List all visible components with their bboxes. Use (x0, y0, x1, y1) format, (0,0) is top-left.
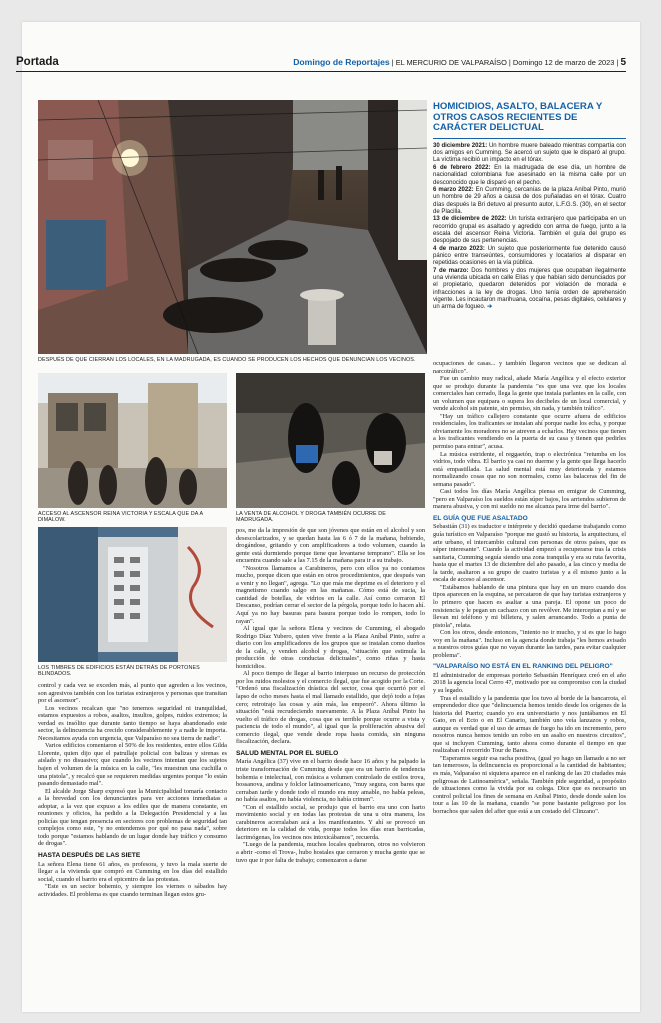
paragraph: "Con el estallido social, se produjo que el barrio era uno con harto movimiento social y en todas las protestas de una u otra manera, los carabineros acorralaban acá a los manifestantes. Y ahí se provocó un deterioro en la calidad de vida, porque todos los días eran barricadas, lacrimógenas, los vecinos nos intoxicábamos", recuerda. (236, 803, 425, 841)
case-item: 6 de febrero 2022: En la madrugada de ese día, un hombre de nacionalidad colombiana fue asesinado en la misma calle por un desconocido que le disparó en el pecho. (433, 164, 626, 186)
case-item: 13 de diciembre de 2022: Un turista extranjero que participaba en un recorrido grupal es asaltado y agredido con arma de fuego, junto a la escala del ascensor Reina Victoria. También el guía del grupo es despojado de sus pertenencias. (433, 216, 627, 245)
case-item: 7 de marzo: Dos hombres y dos mujeres que ocupaban ilegalmente una vivienda ubicada en calle Elías y que habían sido denunciados por el propietario, quedaron detenidos por violación de morada e infracciones a la ley de drogas. Uno tenía orden de aprehensión vigente. Les incautaron marihuana, cocaína, pesas digitales, celulares y un arma de fogueo. ➔ (433, 267, 627, 311)
paragraph: "Esperamos seguir esa racha positiva, (gual yo hago un llamado a no ser tan temerosos, la delincuencia es proporcional a la cantidad de habitantes; es más, Valparaíso ni siquiera aparece en el ranking de las 20 ciudades más peligrosas de Latinoamérica", señala. También pide seguridad, a propósito de situaciones como la vivida por su colega. Dice que es necesario un control policial los fines de semana en Aníbal Pinto, desde donde salen los tour a las 10 de la mañana, cuando "se pone bastante peligroso por los borrachos que salen del after que está a un costado del Clinzano". (433, 754, 626, 815)
page-number: 5 (620, 57, 626, 68)
paragraph: "Luego de la pandemia, muchos locales quebraron, otros no volvieron a abrir -como el Trova-, hubo hostales que cerraron y mucha gente que se tuvo que ir por falta de trabajo; comenzaron a darse (236, 841, 425, 864)
elevator-photo (38, 373, 227, 508)
article-column-2 (236, 527, 425, 1004)
subheading: HASTA DESPUÉS DE LAS SIETE (38, 852, 141, 860)
recent-cases-box (433, 102, 626, 312)
paragraph: Casi todos los días María Angélica piensa en emigrar de Cumming, "pero en Valparaíso los sueldos están súper bajos, los arriendos subieron de manera abusiva, y con mi sueldo no me alcanza para irme del barrio". (433, 488, 626, 511)
case-item: 6 marzo 2022: En Cumming, cercanías de la plaza Aníbal Pinto, murió un hombre de 29 años a causa de dos puñaladas en el tórax. Cuatro días después la Bri detuvo al presunto autor, L.F.G.S. (30), en el sector de Placilla. (433, 186, 626, 215)
main-photo-caption: DESPUÉS DE QUE CIERRAN LOS LOCALES, EN LA MADRUGADA, ES CUANDO SE PRODUCEN LOS HECHOS QUE DENUNCIAN LOS VECINOS. (38, 357, 416, 363)
newspaper-name: | EL MERCURIO DE VALPARAÍSO | (391, 58, 511, 67)
header-meta (293, 57, 626, 68)
paragraph: La señora Elena tiene 61 años, es profesora, y tuvo la mala suerte de llegar a la vivienda que compró en Cumming en los días del estallido social, cuando el barrio era el epicentro de las protestas. (38, 860, 227, 883)
continue-arrow-icon: ➔ (487, 304, 493, 311)
section-title: Portada (16, 56, 59, 68)
street-night-image (38, 100, 427, 354)
case-item: 30 diciembre 2021: Un hombre muere baleado mientras compartía con dos amigos en Cumming. Se acercó un sujeto que le disparó al grupo. La víctima recibió un impacto en el tórax. (433, 142, 626, 164)
paragraph: ocupaciones de casas... y también llegaron vecinos que se dedican al narcotráfico". (433, 360, 626, 375)
paragraph: pos, me da la impresión de que son jóvenes que están en el alcohol y son desescolarizados, y se quedan hasta las 6 ó 7 de la mañana, bebiendo, drogándose, gritando y con amplificadores a todo volumen, cuando la gente está durmiendo porque tiene que levantarse temprano". Ella se los encuentra cuando sale a las 7.15 de la mañana para ir a su trabajo. (236, 527, 425, 565)
supplement-name: Domingo de Reportajes (293, 57, 390, 67)
paragraph: control y cada vez se exceden más, al punto que agreden a los vecinos, son agresivos también con los turistas extranjeros y personas que transitan por el ascensor". (38, 682, 227, 705)
subheading: SALUD MENTAL POR EL SUELO (236, 749, 339, 757)
subheading: EL GUÍA QUE FUE ASALTADO (433, 514, 528, 522)
page-header (16, 50, 626, 72)
paragraph: "Hay un tráfico callejero constante que ocurre afuera de edificios residenciales, los traficantes se instalan ahí porque nadie los echa, y porque obviamente los moradores no se atreven a echarlos. Hay vecinos que tienen a los traficantes vendiendo en la puerta de su casa y tienen que pedirles permiso para entrar", acusa. (433, 412, 626, 451)
elevator-photo-caption: ACCESO AL ASCENSOR REINA VICTORIA Y ESCALA QUE DA A DIMALOW. (38, 511, 203, 524)
box-title: HOMICIDIOS, ASALTO, BALACERA Y OTROS CASOS RECIENTES DE CARÁCTER DELICTUAL (433, 102, 626, 139)
paragraph: Al igual que la señora Elena y vecinos de Cumming, el abogado Rodrigo Díaz Yubero, quien vive frente a la Plaza Aníbal Pinto, sufre a diario con los amplificadores de los grupos que se instalan como dueños de la calle, y venden alcohol y drogas, "situación que estimula la producción de otras conductas delictuales", como riñas y hasta homicidios. (236, 625, 425, 670)
paragraph: Fue un cambio muy radical, añade María Angélica y el efecto exterior que se produjo durante la pandemia "es que una vez que los locales comerciales han cerrado, llega la gente que instala parlantes en la calle, con un volumen que equipara o supera los decibeles de un local comercial, y vende alcohol sin patente, sin permiso, sin nada, y también tráfico". (433, 375, 626, 413)
paragraph: María Angélica (37) vive en el barrio desde hace 16 años y ha palpado la triste transformación de Cumming desde que era un barrio de tendencia bohemia e intelectual, con música a volumen controlado de estilos trova, bossanova, andina y folclor latinoamericano, "muy segura, con bares que cerraban tarde y donde todo el mundo era muy amable, no había peleas, no había asaltos, no había violencia, no había crimen". (236, 758, 425, 804)
paragraph: El alcalde Jorge Sharp expresó que la Municipalidad tomaría contacto a la brevedad con los denunciantes para ver acciones inmediatas a adoptar, a la vez que expuso a los ediles que de manera constante, en reuniones y oficios, ha pedido a la Delegación Presidencial y a las policías que tengan presencia en sectores con problemas de seguridad tan complejos como este, "y no entendemos por qué no pasa nada", sobre todo porque "estamos hablando de un lugar donde hay tráfico y consumo de drogas". (38, 787, 227, 848)
case-item: 4 de marzo 2023: Un sujeto que posteriormente fue detenido causó pánico entre transeúntes, consumidores y locatarios al disparar en repetidas ocasiones en la vía pública. (433, 245, 626, 267)
issue-date: Domingo 12 de marzo de 2023 | (512, 58, 619, 67)
paragraph: Los vecinos recalcan que "no tenemos seguridad ni tranquilidad, estamos expuestos a robos, asaltos, insultos, golpes, ruidos extremos; la verdad es insólito que durante tanto tiempo se haya abandonado este sector, la delincuencia ha crecido considerablemente y a nadie le importa. Necesitamos ayuda con urgencia, que Valparaíso no sea tierra de nadie". (38, 704, 227, 742)
doorbell-panel-image (38, 527, 227, 662)
alcohol-photo-caption: LA VENTA DE ALCOHOL Y DROGA TAMBIÉN OCURRE DE MADRUGADA. (236, 511, 386, 524)
doorbell-photo (38, 527, 227, 662)
paragraph: El administrador de empresas porteño Sebastián Henríquez creó en el año 2018 la agencia local Cerro 47, motivado por su compromiso con la ciudad y su legado. (433, 671, 626, 694)
doorbell-photo-caption: LOS TIMBRES DE EDIFICIOS ESTÁN DETRÁS DE PORTONES BLINDADOS. (38, 665, 200, 678)
article-column-1 (38, 682, 227, 1004)
paragraph: Varios edificios comentaron el 50% de los residentes, entre ellos Gilda Llorente, quien dijo que el patrullaje policial con balizas y sirenas es aislado y no disuasivo; que cuando los vecinos intentan que los sujetos bajen el volumen de la música en la calle, "les muestran una cuchilla o una pistola", y recalcó que se requieren medidas urgentes porque "lo están pasando demasiado mal". (38, 742, 227, 788)
elevator-access-image (38, 373, 227, 508)
subheading: "VALPARAÍSO NO ESTÁ EN EL RANKING DEL PELIGRO" (433, 663, 613, 671)
night-street-sale-image (236, 373, 425, 508)
paragraph: Al poco tiempo de llegar al barrio interpuso un recurso de protección por los ruidos molestos y el comercio ilegal, que fue acogido por la Corte. "Ordenó una fiscalización drástica del sector, cosa que ocurrió por el lapso de ocho meses hasta el mal llamado estallido, que dejó todo a fojas cero; retrotrajo las cosas y aún más, las empeoró". Ahora último la situación "está recrudeciendo nuevamente. A la Plaza Aníbal Pinto ha vuelto el tráfico de drogas, cosa que es terrible porque ocurre a vista y paciencia de todo el mundo", al igual que la proliferación abusiva del comercio ilegal, que vende desde ropa hasta comida, sin ninguna fiscalización, declara. (236, 670, 425, 746)
main-photo (38, 100, 427, 354)
paragraph: "Estábamos hablando de una pintura que hay en un muro cuando dos tipos aparecen en la esquina, se percataron de que hay turistas extranjeros y lo primero que hacen es asaltar a una pareja. El opone un poco de resistencia y le pegan un cachazo con un revólver. Me interceptan a mí y se llevan mi teléfono y mi billetera, y salen arrancando. Todo a punta de pistola", relata. (433, 583, 626, 629)
paragraph: "Este es un sector bohemio, y siempre los viernes o sábados hay actividades. El problema es que cuando terminan llegan estos gru- (38, 883, 227, 898)
article-column-3 (433, 360, 626, 1004)
paragraph: La música estridente, el reggaetón, trap o electrónica "retumba en los vidrios, todo vibra. El barrio ya casi no duerme y la gente que llega hacerlo está empastillada. La salud mental está muy deteriorada y estamos normalizando cosas que no son normales, como las balaceras del fin de semana pasado". (433, 450, 626, 488)
paragraph: Con los otros, desde entonces, "intento no ir mucho, y si es que lo hago voy en la mañana". Incluso en la agencia donde trabaja "les hemos avisado a nuestros otros guías que no vayan durante las tardes, para evitar cualquier problema". (433, 629, 626, 659)
alcohol-photo (236, 373, 425, 508)
paragraph: Tras el estallido y la pandemia que los tuvo al borde de la bancarrota, el emprendedor dice que "delincuencia hemos tenido desde los orígenes de la historia del Puerto; cuando yo era universitario y nos juntábamos en El Gato, en el Ecto o en El Canario, también uno veía lanzazos y robos, aunque es verdad que el uso de armas de fuego ha ido en incremento, pero nosotros nunca hemos tenido un robo en un asalto en nuestros circuitos", que si incluyen Cumming, tanto ahora como durante el tiempo en que realizaban el recorrido Tour de Bares. (433, 694, 626, 755)
paragraph: Sebastián (31) es traductor e intérprete y decidió quedarse trabajando como guía turístico en Valparaíso "porque me gustó su historia, la arquitectura, el arte urbano, el intercambio cultural con personas de otros países, que es súper interesante". Cuando la actividad empezó a recuperarse tras la crisis sanitaria, Cumming seguía siendo una zona tranquila y era su ruta favorita, hasta que el martes 13 de diciembre del año pasado, a las cinco y media de la tarde, asaltaron a su grupo de cuatro turistas y a él mismo junto a la escala de acceso al ascensor. (433, 523, 626, 584)
paragraph: "Nosotros llamamos a Carabineros, pero con ellos ya no contamos mucho, porque dicen que están en otros procedimientos, que después van a venir y no llegan", agrega. "Lo que más me deprime es el deterioro y el magnetismo cuando salgo en las mañanas. Cómo está de sucia, la cantidad de botellas, de vidrios en la calle. Así como cerraron El Descanso, podrían cerrar el sector de la pérgola, porque todo lo hacen ahí. Aquí ya no hay basuras para basura porque todo lo rompen, todo lo rayan". (236, 564, 425, 625)
